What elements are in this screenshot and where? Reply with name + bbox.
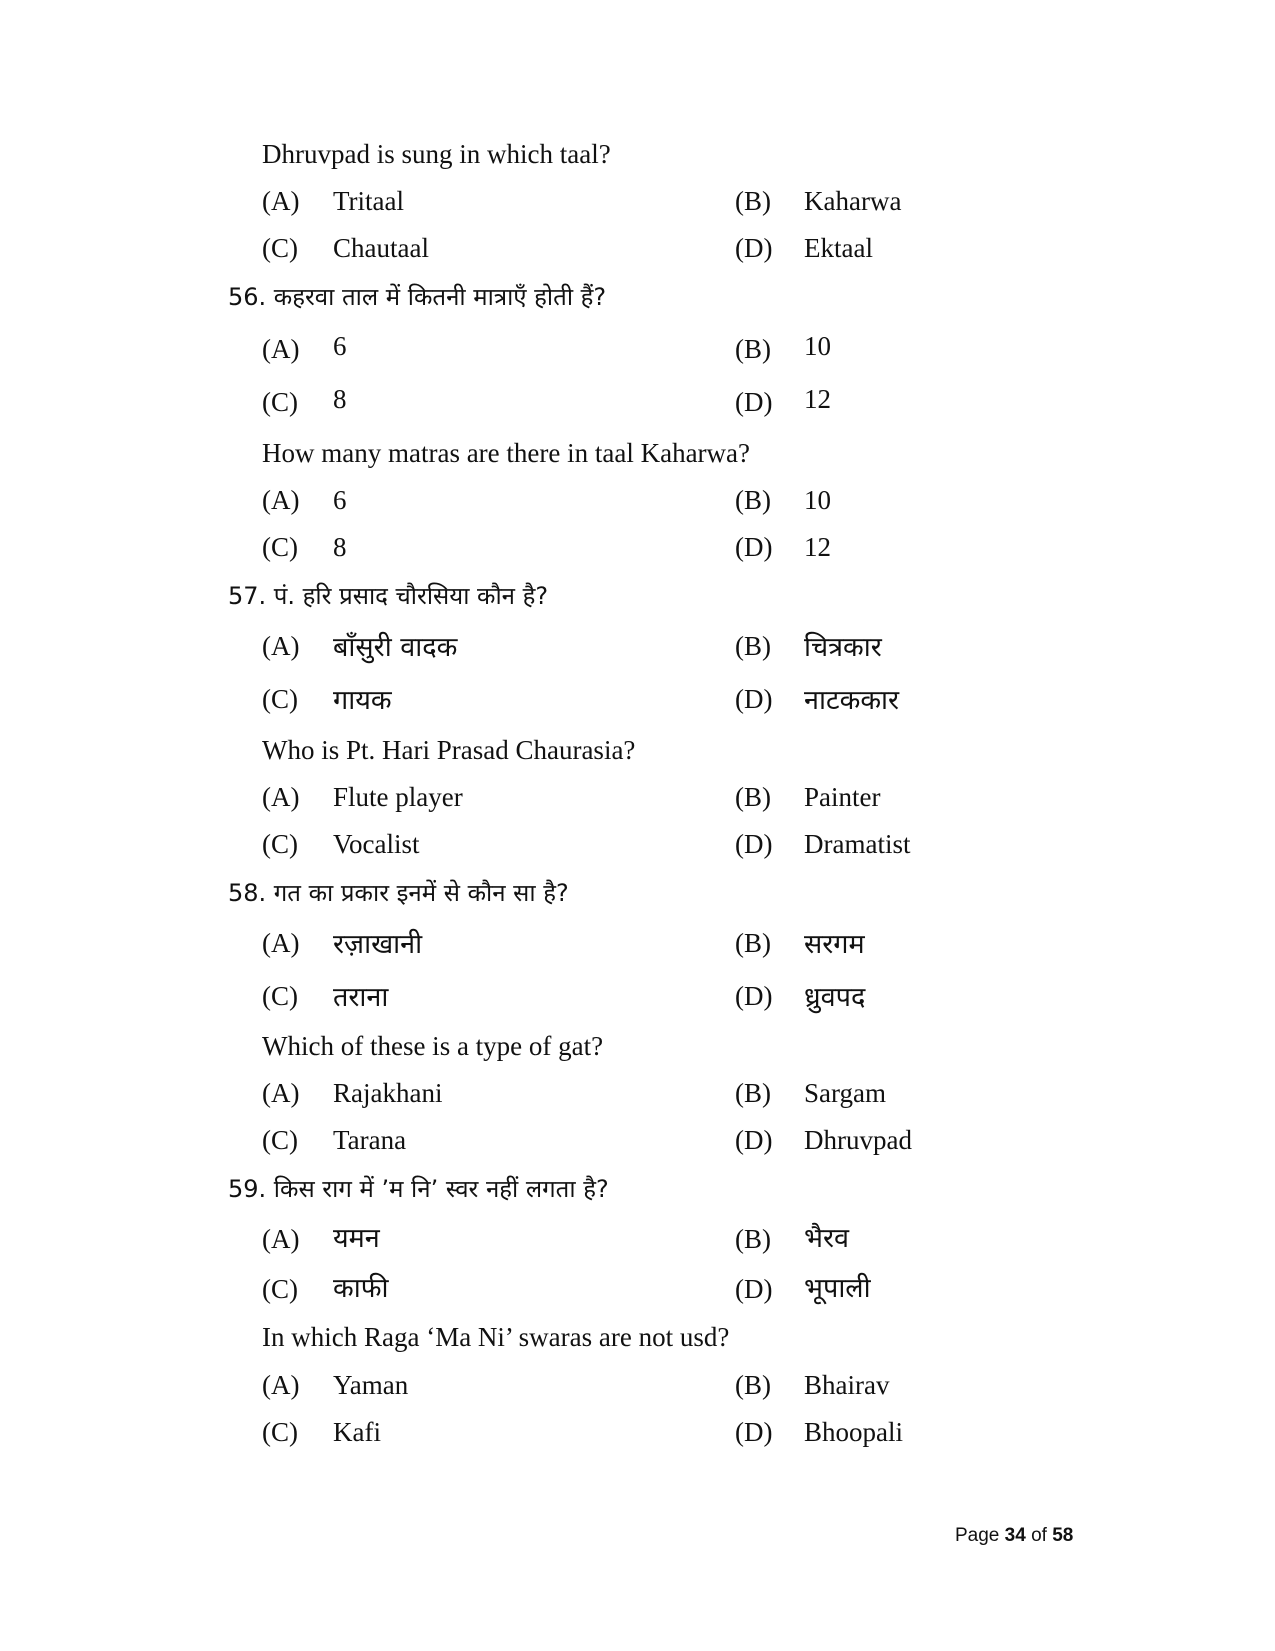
option-label-c: (C) xyxy=(262,387,298,417)
option-label-a: (A) xyxy=(262,485,300,515)
option-text-a: रज़ाखानी xyxy=(333,929,423,960)
question-56-en: How many matras are there in taal Kaharwa? xyxy=(262,438,751,468)
option-text-c: Chautaal xyxy=(333,233,429,263)
page-total: 58 xyxy=(1052,1525,1074,1546)
option-text-c: गायक xyxy=(333,685,392,716)
option-label-d: (D) xyxy=(735,684,773,714)
option-label-c: (C) xyxy=(262,1274,298,1304)
option-text-a: 6 xyxy=(333,331,347,361)
option-text-c: Kafi xyxy=(333,1417,381,1447)
option-label-c: (C) xyxy=(262,532,298,562)
option-text-d: Dhruvpad xyxy=(804,1125,912,1155)
option-text-a: Tritaal xyxy=(333,186,405,216)
page-footer xyxy=(955,1524,1073,1548)
option-label-c: (C) xyxy=(262,233,298,263)
option-label-b: (B) xyxy=(735,928,771,958)
option-label-d: (D) xyxy=(735,1274,773,1304)
option-label-b: (B) xyxy=(735,334,771,364)
option-label-b: (B) xyxy=(735,186,771,216)
option-label-d: (D) xyxy=(735,387,773,417)
option-text-b: 10 xyxy=(804,485,831,515)
option-label-b: (B) xyxy=(735,1078,771,1108)
page-of: of xyxy=(1031,1525,1047,1546)
option-label-a: (A) xyxy=(262,186,300,216)
option-text-d: ध्रुवपद xyxy=(804,982,866,1013)
option-text-d: भूपाली xyxy=(804,1273,871,1304)
option-text-b: Painter xyxy=(804,782,881,812)
option-text-c: Tarana xyxy=(333,1125,407,1155)
option-text-b: Kaharwa xyxy=(804,186,902,216)
option-text-b: 10 xyxy=(804,331,831,361)
question-57-en: Who is Pt. Hari Prasad Chaurasia? xyxy=(262,735,636,765)
option-label-a: (A) xyxy=(262,334,300,364)
option-text-d: Bhoopali xyxy=(804,1417,903,1447)
option-text-b: सरगम xyxy=(804,929,865,960)
option-label-a: (A) xyxy=(262,1370,300,1400)
option-label-c: (C) xyxy=(262,1125,298,1155)
question-58-en: Which of these is a type of gat? xyxy=(262,1031,604,1061)
question-59-hi: 59. किस राग में ’म नि’ स्वर नहीं लगता है? xyxy=(228,1175,609,1203)
page-current: 34 xyxy=(1004,1525,1026,1546)
option-text-a: Flute player xyxy=(333,782,463,812)
option-text-c: तराना xyxy=(333,982,389,1013)
option-text-c: 8 xyxy=(333,532,347,562)
option-label-b: (B) xyxy=(735,1370,771,1400)
option-label-a: (A) xyxy=(262,928,300,958)
question-58-hi: 58. गत का प्रकार इनमें से कौन सा है? xyxy=(228,879,569,907)
option-text-b: Sargam xyxy=(804,1078,886,1108)
option-text-d: 12 xyxy=(804,384,831,414)
question-56-hi: 56. कहरवा ताल में कितनी मात्राएँ होती हैं? xyxy=(228,283,607,311)
option-text-a: Rajakhani xyxy=(333,1078,443,1108)
option-label-c: (C) xyxy=(262,981,298,1011)
option-text-d: Ektaal xyxy=(804,233,873,263)
option-label-d: (D) xyxy=(735,981,773,1011)
page-prefix: Page xyxy=(955,1525,1000,1546)
option-label-b: (B) xyxy=(735,631,771,661)
option-label-b: (B) xyxy=(735,485,771,515)
option-text-d: 12 xyxy=(804,532,831,562)
option-text-c: Vocalist xyxy=(333,829,420,859)
option-text-a: यमन xyxy=(333,1223,380,1254)
option-text-c: काफी xyxy=(333,1273,389,1304)
option-text-b: Bhairav xyxy=(804,1370,890,1400)
option-label-d: (D) xyxy=(735,1125,773,1155)
option-label-a: (A) xyxy=(262,631,300,661)
option-label-b: (B) xyxy=(735,782,771,812)
question-55-en: Dhruvpad is sung in which taal? xyxy=(262,139,611,169)
option-label-c: (C) xyxy=(262,1417,298,1447)
option-label-a: (A) xyxy=(262,782,300,812)
option-text-a: Yaman xyxy=(333,1370,409,1400)
option-label-d: (D) xyxy=(735,1417,773,1447)
option-label-b: (B) xyxy=(735,1224,771,1254)
option-text-d: नाटककार xyxy=(804,685,900,716)
option-text-c: 8 xyxy=(333,384,347,414)
option-label-a: (A) xyxy=(262,1224,300,1254)
option-label-c: (C) xyxy=(262,684,298,714)
option-text-b: चित्रकार xyxy=(804,632,882,663)
option-text-a: 6 xyxy=(333,485,347,515)
option-label-a: (A) xyxy=(262,1078,300,1108)
question-57-hi: 57. पं. हरि प्रसाद चौरसिया कौन है? xyxy=(228,582,549,610)
question-59-en: In which Raga ‘Ma Ni’ swaras are not usd? xyxy=(262,1322,730,1352)
option-label-c: (C) xyxy=(262,829,298,859)
option-label-d: (D) xyxy=(735,233,773,263)
option-label-d: (D) xyxy=(735,829,773,859)
option-text-b: भैरव xyxy=(804,1223,850,1254)
option-text-d: Dramatist xyxy=(804,829,911,859)
option-label-d: (D) xyxy=(735,532,773,562)
option-text-a: बाँसुरी वादक xyxy=(333,632,458,663)
